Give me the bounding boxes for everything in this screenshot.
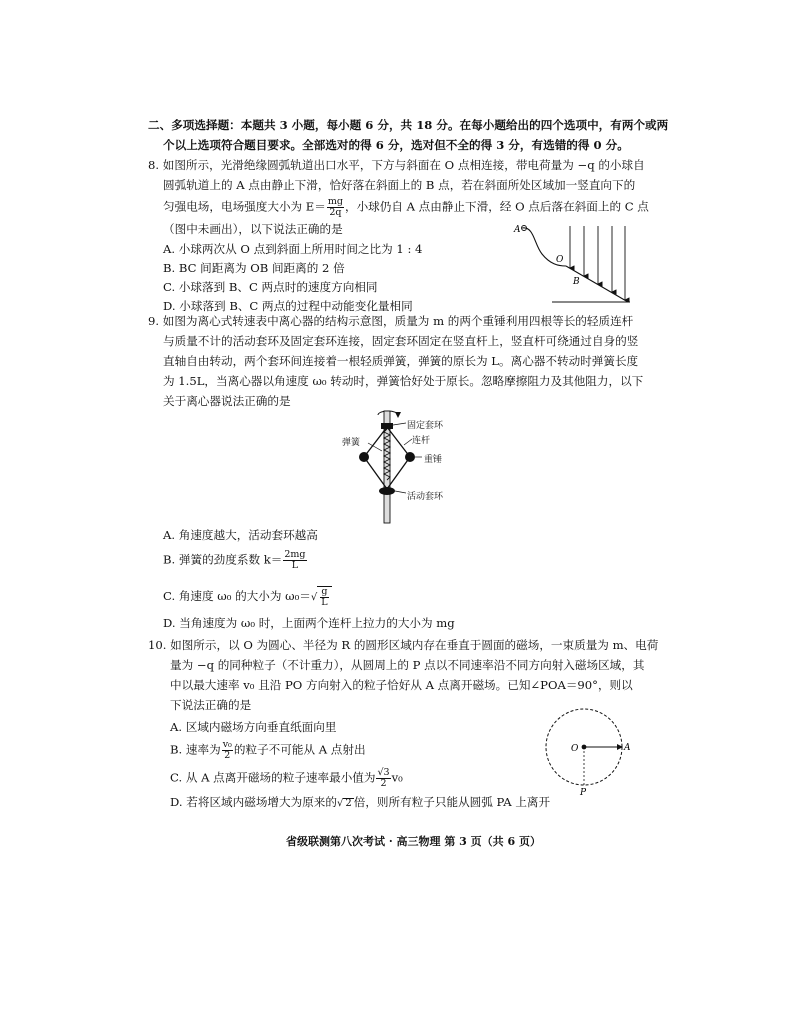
q10-root-two: √ 2	[336, 798, 352, 809]
q9-option-b: B. 弹簧的劲度系数 k＝ $\frac{2mg}{L}$	[163, 549, 306, 571]
q9-omega-sqrt: √ $\frac{g}{L}$	[311, 586, 332, 608]
section-heading-line-1: 二、多项选择题：本题共 3 小题，每小题 6 分，共 18 分。在每小题给出的四个选项中，有两个或两	[148, 118, 669, 132]
q8-figure-incline-field	[512, 222, 632, 304]
q8-stem-line-3	[163, 197, 649, 218]
page-footer: 省级联测第八次考试 · 高三物理 第 3 页（共 6 页）	[286, 835, 541, 848]
q9-fig-label-rod: 连杆	[412, 436, 431, 446]
q8-line3-pre: 匀强电场，电场强度大小为 E＝	[163, 199, 326, 214]
q9-stem-line-5: 关于离心器说法正确的是	[163, 394, 291, 408]
q10-option-a: A. 区域内磁场方向垂直纸面向里	[170, 720, 337, 734]
q8-fig-label-a: A	[514, 225, 521, 235]
q8-option-b: B. BC 间距离为 OB 间距离的 2 倍	[163, 261, 345, 275]
q9-stem-line-2: 与质量不计的活动套环及固定套环连接，固定套环固定在竖直杆上，竖直杆可绕通过自身的竖	[163, 334, 639, 348]
q9-option-d: D. 当角速度为 ω₀ 时，上面两个连杆上拉力的大小为 mg	[163, 616, 455, 630]
q10-fig-label-a: A	[624, 743, 631, 753]
q10-option-b: B. 速率为 $\frac{\text{v₀}}{2}$ 的粒子不可能从 A 点射出	[170, 739, 366, 761]
q8-fig-label-b: B	[573, 277, 580, 287]
q9-fig-label-moving-ring: 活动套环	[407, 492, 444, 502]
q10-half-speed-fraction: $\frac{\text{v₀}}{2}$	[222, 739, 232, 761]
q8-option-d: D. 小球落到 B、C 两点的过程中动能变化量相同	[163, 299, 413, 313]
section-heading-line-2: 个以上选项符合题目要求。全部选对的得 6 分，选对但不全的得 3 分，有选错的得 0 分。	[163, 138, 629, 152]
q10-option-c: C. 从 A 点离开磁场的粒子速率最小值为 $\frac{√3}{2}$ v₀	[170, 767, 403, 789]
q10-fig-label-o: O	[571, 744, 579, 754]
q9-option-c: C. 角速度 ω₀ 的大小为 ω₀＝√ $\frac{g}{L}$	[163, 586, 332, 608]
q8-stem-line-1: 8. 如图所示，光滑绝缘圆弧轨道出口水平，下方与斜面在 O 点相连接，带电荷量为 −q 的小球自	[148, 158, 645, 172]
q10-stem-line-1: 10. 如图所示，以 O 为圆心、半径为 R 的圆形区域内存在垂直于圆面的磁场，一束质量为 m、电荷	[148, 638, 659, 652]
q9-stem-line-4: 为 1.5L，当离心器以角速度 ω₀ 转动时，弹簧恰好处于原长。忽略摩擦阻力及其他阻力，以下	[163, 374, 644, 388]
q9-stem-line-1: 9. 如图为离心式转速表中离心器的结构示意图，质量为 m 的两个重锤利用四根等长的轻质连杆	[148, 314, 634, 328]
q9-fig-label-weight: 重锤	[424, 455, 443, 465]
q8-stem-line-2: 圆弧轨道上的 A 点由静止下滑，恰好落在斜面上的 B 点，若在斜面所处区域加一竖直向下的	[163, 178, 636, 192]
q10-figure-circular-field	[540, 705, 640, 797]
q9-spring-constant-fraction: $\frac{2mg}{L}$	[284, 549, 306, 571]
q9-fig-label-fixed-ring: 固定套环	[407, 421, 444, 431]
q10-stem-line-4: 下说法正确的是	[170, 698, 252, 712]
q10-stem-line-3: 中以最大速率 v₀ 且沿 PO 方向射入的粒子恰好从 A 点离开磁场。已知∠POA＝90°，则以	[170, 678, 633, 692]
q8-stem-line-4: （图中未画出），以下说法正确的是	[163, 222, 343, 236]
q8-option-a: A. 小球两次从 O 点到斜面上所用时间之比为 1 : 4	[163, 242, 423, 256]
q10-option-d: D. 若将区域内磁场增大为原来的√ 2 倍，则所有粒子只能从圆弧 PA 上离开	[170, 795, 551, 809]
q9-figure-centrifuge	[340, 405, 480, 525]
q8-line3-post: ，小球仍自 A 点由静止下滑，经 O 点后落在斜面上的 C 点	[344, 199, 649, 214]
q9-stem-line-3: 直轴自由转动，两个套环间连接着一根轻质弹簧，弹簧的原长为 L。离心器不转动时弹簧长度	[163, 354, 639, 368]
q9-fig-label-spring: 弹簧	[342, 438, 361, 448]
q8-option-c: C. 小球落到 B、C 两点时的速度方向相同	[163, 280, 378, 294]
q8-fig-label-o: O	[556, 255, 564, 265]
q10-fig-label-p: P	[580, 788, 587, 797]
q10-stem-line-2: 量为 −q 的同种粒子（不计重力），从圆周上的 P 点以不同速率沿不同方向射入磁场区域，其	[170, 658, 645, 672]
q10-min-speed-fraction: $\frac{√3}{2}$	[377, 767, 390, 789]
q9-option-a: A. 角速度越大，活动套环越高	[163, 528, 318, 542]
q8-field-fraction: $\frac{mg}{2q}$	[327, 196, 343, 218]
